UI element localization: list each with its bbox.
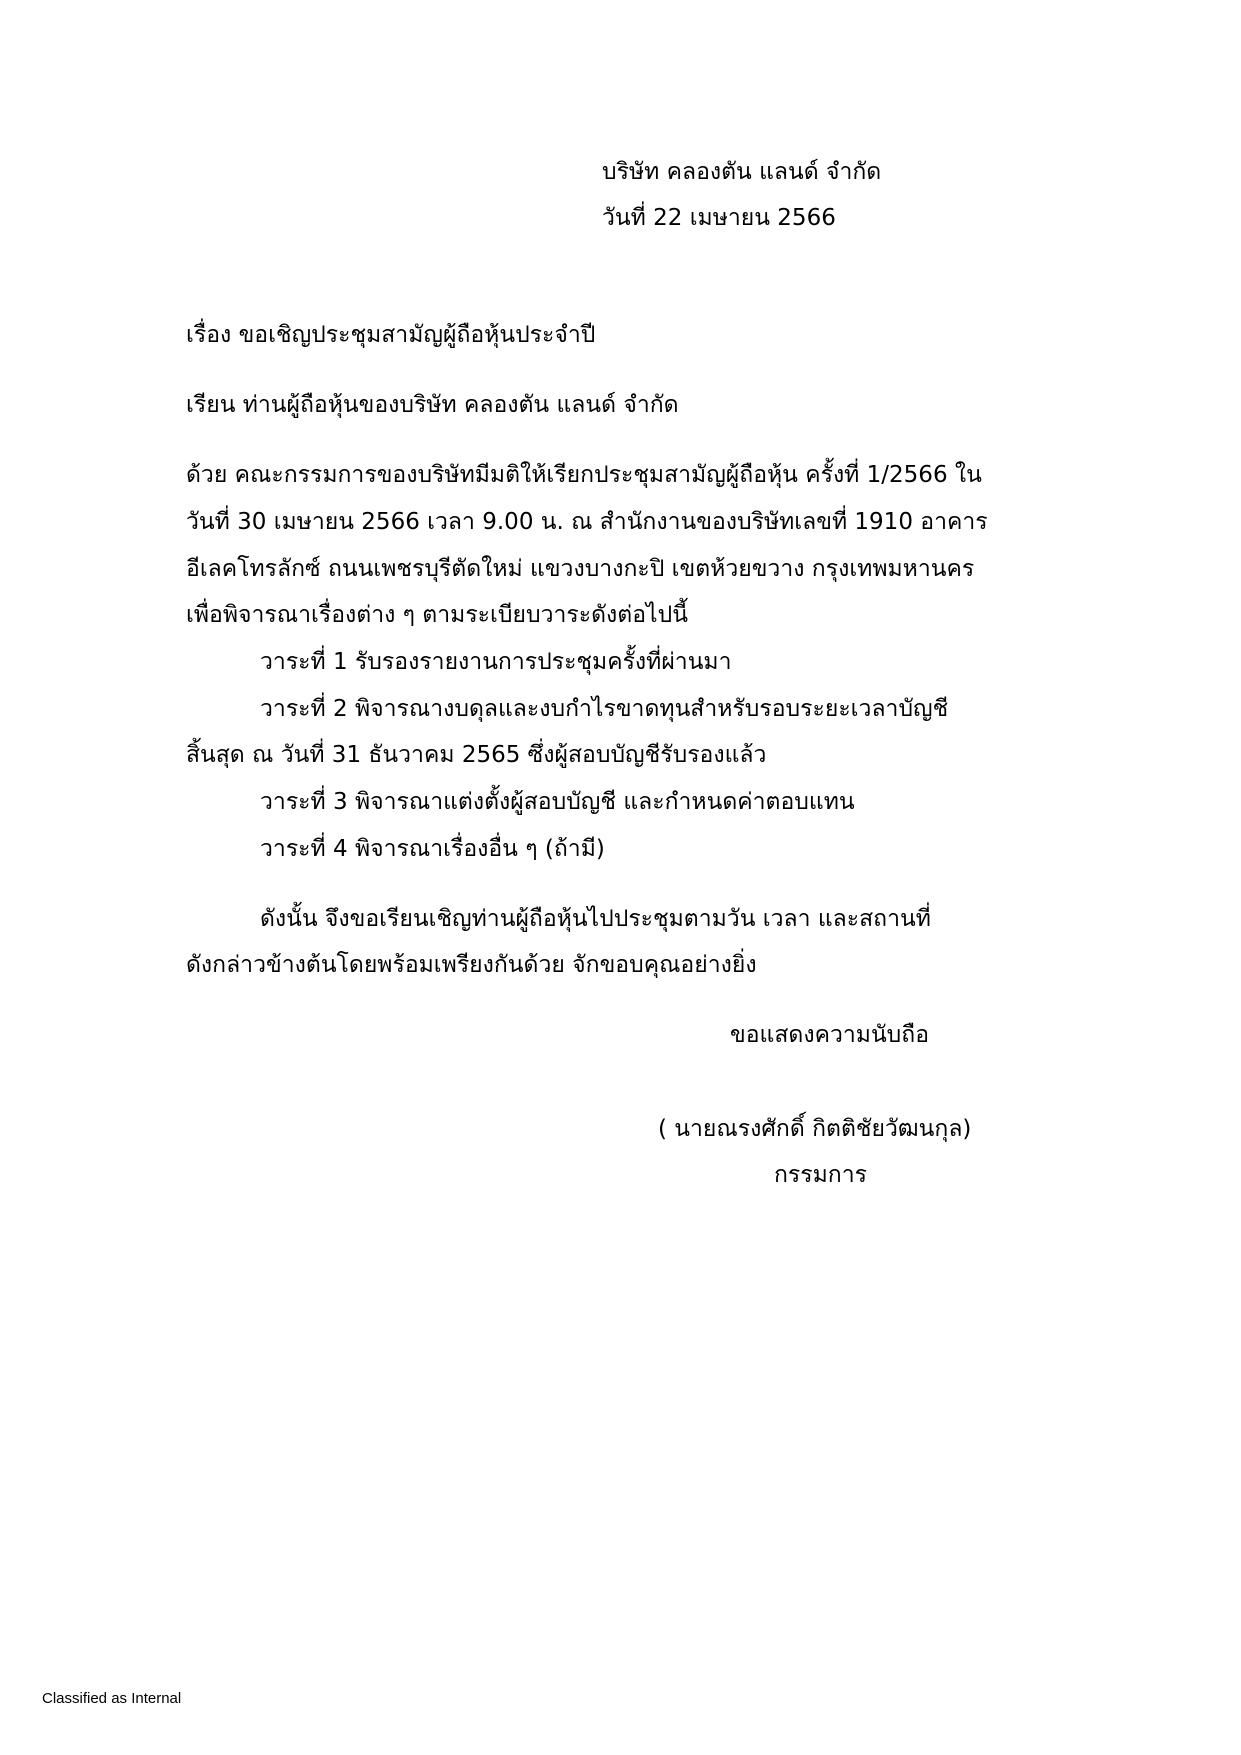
signature-title: กรรมการ bbox=[774, 1162, 867, 1188]
signature-regards: ขอแสดงความนับถือ bbox=[730, 1022, 930, 1048]
agenda-item-1: วาระที่ 1 รับรองรายงานการประชุมครั้งที่ผ่านมา bbox=[260, 649, 732, 675]
closing-line: ดังกล่าวข้างต้นโดยพร้อมเพรียงกันด้วย จักขอบคุณอย่างยิ่ง bbox=[186, 952, 757, 978]
agenda-item-3: วาระที่ 3 พิจารณาแต่งตั้งผู้สอบบัญชี และกำหนดค่าตอบแทน bbox=[260, 789, 855, 815]
body-line: ด้วย คณะกรรมการของบริษัทมีมติให้เรียกประชุมสามัญผู้ถือหุ้น ครั้งที่ 1/2566 ใน bbox=[186, 462, 982, 488]
body-line: เพื่อพิจารณาเรื่องต่าง ๆ ตามระเบียบวาระดังต่อไปนี้ bbox=[186, 602, 688, 628]
letter-subject: เรื่อง ขอเชิญประชุมสามัญผู้ถือหุ้นประจำปี bbox=[186, 322, 596, 348]
agenda-item-4: วาระที่ 4 พิจารณาเรื่องอื่น ๆ (ถ้ามี) bbox=[260, 836, 605, 862]
body-line: อีเลคโทรลักซ์ ถนนเพชรบุรีตัดใหม่ แขวงบางกะปิ เขตห้วยขวาง กรุงเทพมหานคร bbox=[186, 556, 975, 582]
signature-name: ( นายณรงศักดิ์ กิตติชัยวัฒนกุล) bbox=[658, 1116, 972, 1142]
letter-addressee: เรียน ท่านผู้ถือหุ้นของบริษัท คลองตัน แลนด์ จำกัด bbox=[186, 392, 679, 418]
company-name: บริษัท คลองตัน แลนด์ จำกัด bbox=[602, 159, 882, 185]
body-line: วันที่ 30 เมษายน 2566 เวลา 9.00 น. ณ สำนักงานของบริษัทเลขที่ 1910 อาคาร bbox=[186, 509, 988, 535]
closing-line: ดังนั้น จึงขอเรียนเชิญท่านผู้ถือหุ้นไปประชุมตามวัน เวลา และสถานที่ bbox=[260, 906, 931, 932]
agenda-item-2-continued: สิ้นสุด ณ วันที่ 31 ธันวาคม 2565 ซึ่งผู้สอบบัญชีรับรองแล้ว bbox=[186, 742, 767, 768]
letter-date: วันที่ 22 เมษายน 2566 bbox=[602, 205, 836, 231]
classification-label: Classified as Internal bbox=[42, 1690, 182, 1707]
agenda-item-2: วาระที่ 2 พิจารณางบดุลและงบกำไรขาดทุนสำหรับรอบระยะเวลาบัญชี bbox=[260, 696, 949, 722]
